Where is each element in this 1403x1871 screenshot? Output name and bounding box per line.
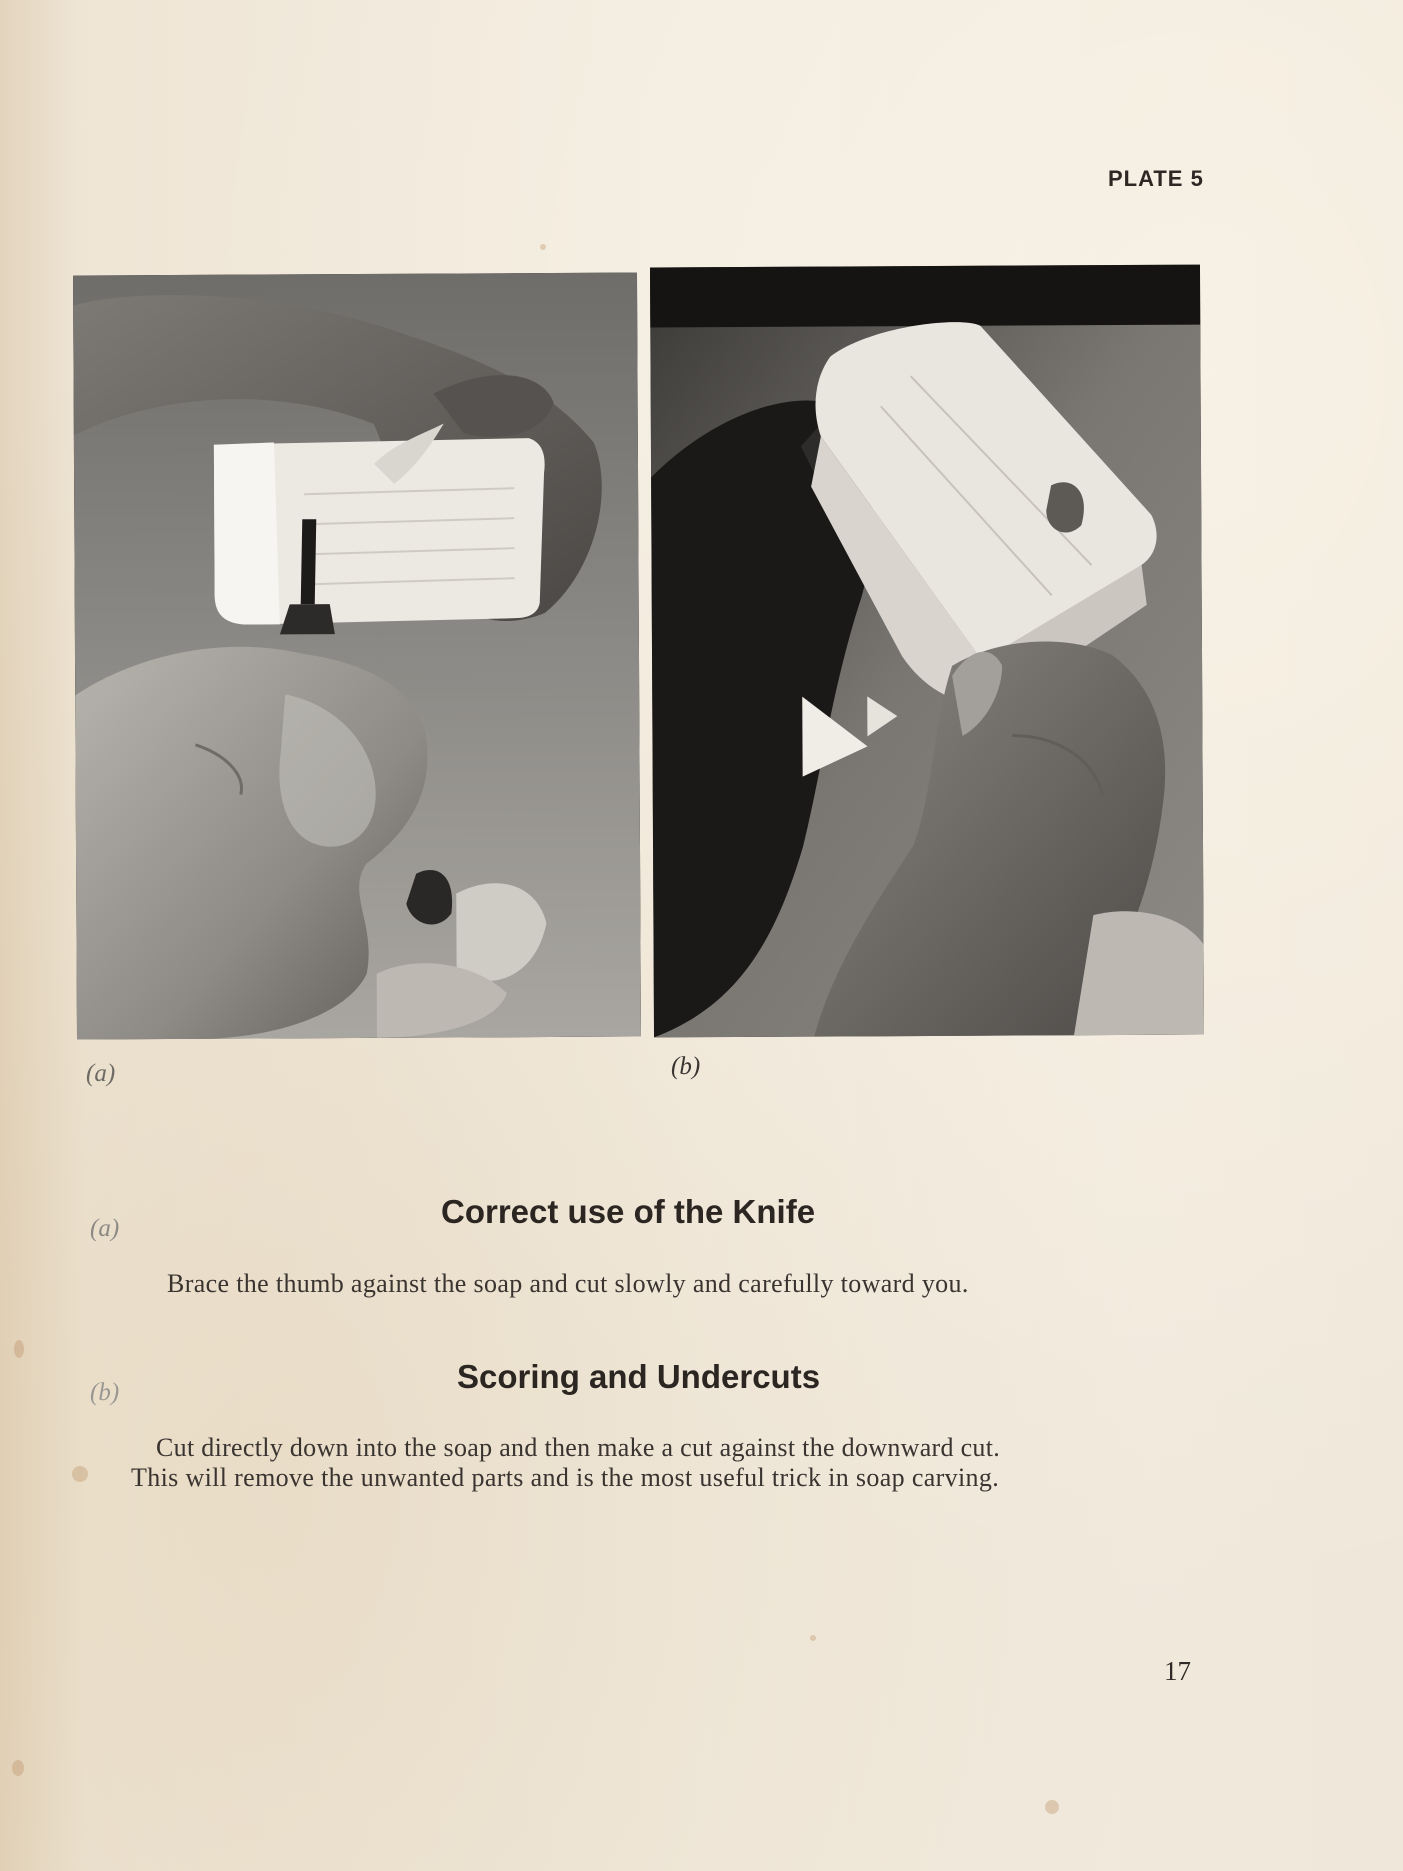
photo-a-image [73,273,641,1040]
photo-a-knife-use [73,273,641,1040]
section-a-marker: (a) [90,1215,120,1242]
section-b-marker: (b) [90,1379,120,1406]
photo-b-scoring [650,265,1204,1038]
paper-speck [540,244,546,250]
paper-speck [810,1635,816,1641]
page-number: 17 [1164,1656,1191,1686]
paper-speck [14,1340,24,1358]
section-b-text-line-2: This will remove the unwanted parts and is the most useful trick in soap carving. [131,1463,1000,1492]
plate-label: PLATE 5 [1108,166,1204,191]
section-b-text-line-1: Cut directly down into the soap and then make a cut against the downward cut. [156,1433,1001,1462]
section-a-text: Brace the thumb against the soap and cut slowly and carefully toward you. [167,1269,969,1298]
section-a-heading: Correct use of the Knife [441,1193,816,1230]
figure-a-label: (a) [86,1060,116,1087]
paper-speck [72,1466,88,1482]
section-b-heading: Scoring and Undercuts [457,1358,821,1395]
paper-speck [12,1760,24,1776]
photo-b-image [650,265,1204,1038]
figure-b-label: (b) [671,1053,701,1080]
paper-speck [1045,1800,1059,1814]
